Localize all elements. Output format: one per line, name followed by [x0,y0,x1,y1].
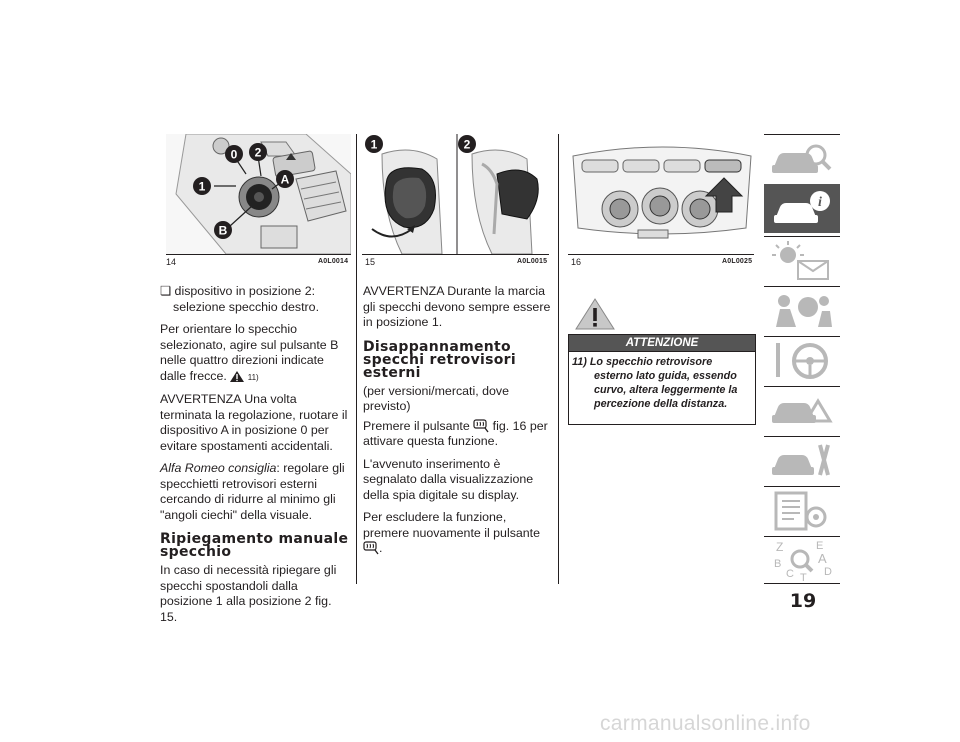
sidebar-tab-car-info[interactable] [764,184,840,233]
warning-text [570,355,750,411]
escludere-text: Per escludere la funzione, premere nuovamente il pulsante [363,510,541,540]
warning-triangle-icon [230,371,244,382]
index-letter-c: C [786,568,794,580]
figure-14 [166,134,351,254]
mirror-control-illustration [166,134,351,254]
advice-text: : regolare gli specchietti retrovisori esterni cercando di ridurre al minimo gli "angoli ciechi" della visuale. [160,461,345,522]
column-2 [363,284,551,564]
paragraph-escludere [363,510,551,557]
paragraph-premere [363,419,551,450]
premere-text-after: fig. 16 per attivare questa funzione. [363,418,548,448]
column-1 [160,284,350,632]
car-info-icon [764,185,840,233]
mirror-defrost-icon [363,541,379,555]
airbag-safety-icon [764,287,840,335]
paragraph-avvertenza: AVVERTENZA Una volta terminata la regolazione, ruotare il dispositivo A in posizione 0 per evitare spostamenti accidentali. [160,392,348,453]
index-letter-a: A [818,551,827,566]
fig14-code: A0L0014 [318,258,349,265]
fig14-bottom-rule [166,254,351,255]
fig15-code: A0L0015 [517,258,548,265]
sidebar-tab-technical-data[interactable] [764,486,840,535]
paragraph-consiglia [160,461,350,523]
warning-triangle-icon [575,298,615,330]
sidebar-tab-car-emergency[interactable] [764,386,840,435]
page-number: 19 [789,590,817,612]
warning-body: Lo specchio retrovisore esterno lato guida, essendo curvo, altera leggermente la percezione della distanza. [589,356,738,410]
car-emergency-icon [764,387,840,435]
folding-mirror-illustration [362,134,549,254]
fig14-number: 14 [166,257,177,267]
sidebar-tab-car-maintenance[interactable] [764,436,840,485]
section-heading-ripiegamento: Ripiegamento manuale specchio [160,531,349,560]
index-letter-d: D [824,566,832,578]
callout-A: A [280,172,290,187]
callout-2: 2 [463,137,471,152]
figure-15 [362,134,549,254]
warning-lights-icon [764,237,840,285]
bullet-item: ❏ dispositivo in posizione 2: selezione specchio destro. [160,284,320,314]
callout-B: B [218,223,228,238]
sidebar-tab-steering-wheel[interactable] [764,336,840,385]
sidebar-tab-index[interactable] [764,536,840,584]
callout-1: 1 [198,179,206,194]
callout-2: 2 [254,145,262,160]
car-maintenance-icon [764,437,840,485]
warning-number: 11) [572,356,587,368]
paragraph-orient-text: Per orientare lo specchio selezionato, agire sul pulsante B nelle quattro direzioni indicate dalle frecce. [160,322,339,383]
mirror-defrost-icon [473,419,489,433]
escludere-end: . [379,541,383,555]
paragraph-orient [160,322,350,385]
column-divider-1 [356,134,357,584]
callout-0: 0 [230,147,238,162]
technical-data-icon [764,487,840,535]
index-letter-t: T [800,572,807,583]
index-letter-b: B [774,558,782,570]
subheading-versioni: (per versioni/mercati, dove previsto) [363,383,509,413]
brand-advice: Alfa Romeo consiglia [160,461,277,475]
fig16-number: 16 [571,257,582,267]
steering-wheel-icon [764,337,840,385]
svg-text:i: i [818,195,822,210]
index-letter-z: Z [776,540,784,554]
callout-1: 1 [370,137,378,152]
warning-box [568,350,756,425]
column-divider-2 [558,134,559,584]
paragraph-ripiegamento: In caso di necessità ripiegare gli specchi spostandoli dalla posizione 1 alla posizione 2 fig. 15. [160,563,337,624]
paragraph-marcia: AVVERTENZA Durante la marcia gli specchi devono sempre essere in posizione 1. [363,284,551,329]
fig16-bottom-rule [568,254,754,255]
index-icon [764,537,840,583]
car-search-icon [764,135,840,183]
premere-text: Premere il pulsante [363,418,470,433]
sidebar-tab-warning-lights[interactable] [764,236,840,285]
figure-16 [568,134,754,254]
sidebar-tab-car-search[interactable] [764,134,840,183]
ref-11: 11) [247,372,259,382]
warning-title-bar: ATTENZIONE [568,334,756,352]
sidebar-tab-airbag-safety[interactable] [764,286,840,335]
paragraph-inserimento: L'avvenuto inserimento è segnalato dalla visualizzazione della spia digitale su display. [363,456,534,502]
section-heading-disappannamento: Disappannamento specchi retrovisori esterni [363,338,516,381]
index-letter-e: E [816,540,824,552]
fig15-bottom-rule [362,254,549,255]
climate-panel-illustration [568,134,754,254]
fig16-code: A0L0025 [722,258,753,265]
watermark: carmanualsonline.info [600,712,811,735]
fig15-number: 15 [365,257,376,267]
